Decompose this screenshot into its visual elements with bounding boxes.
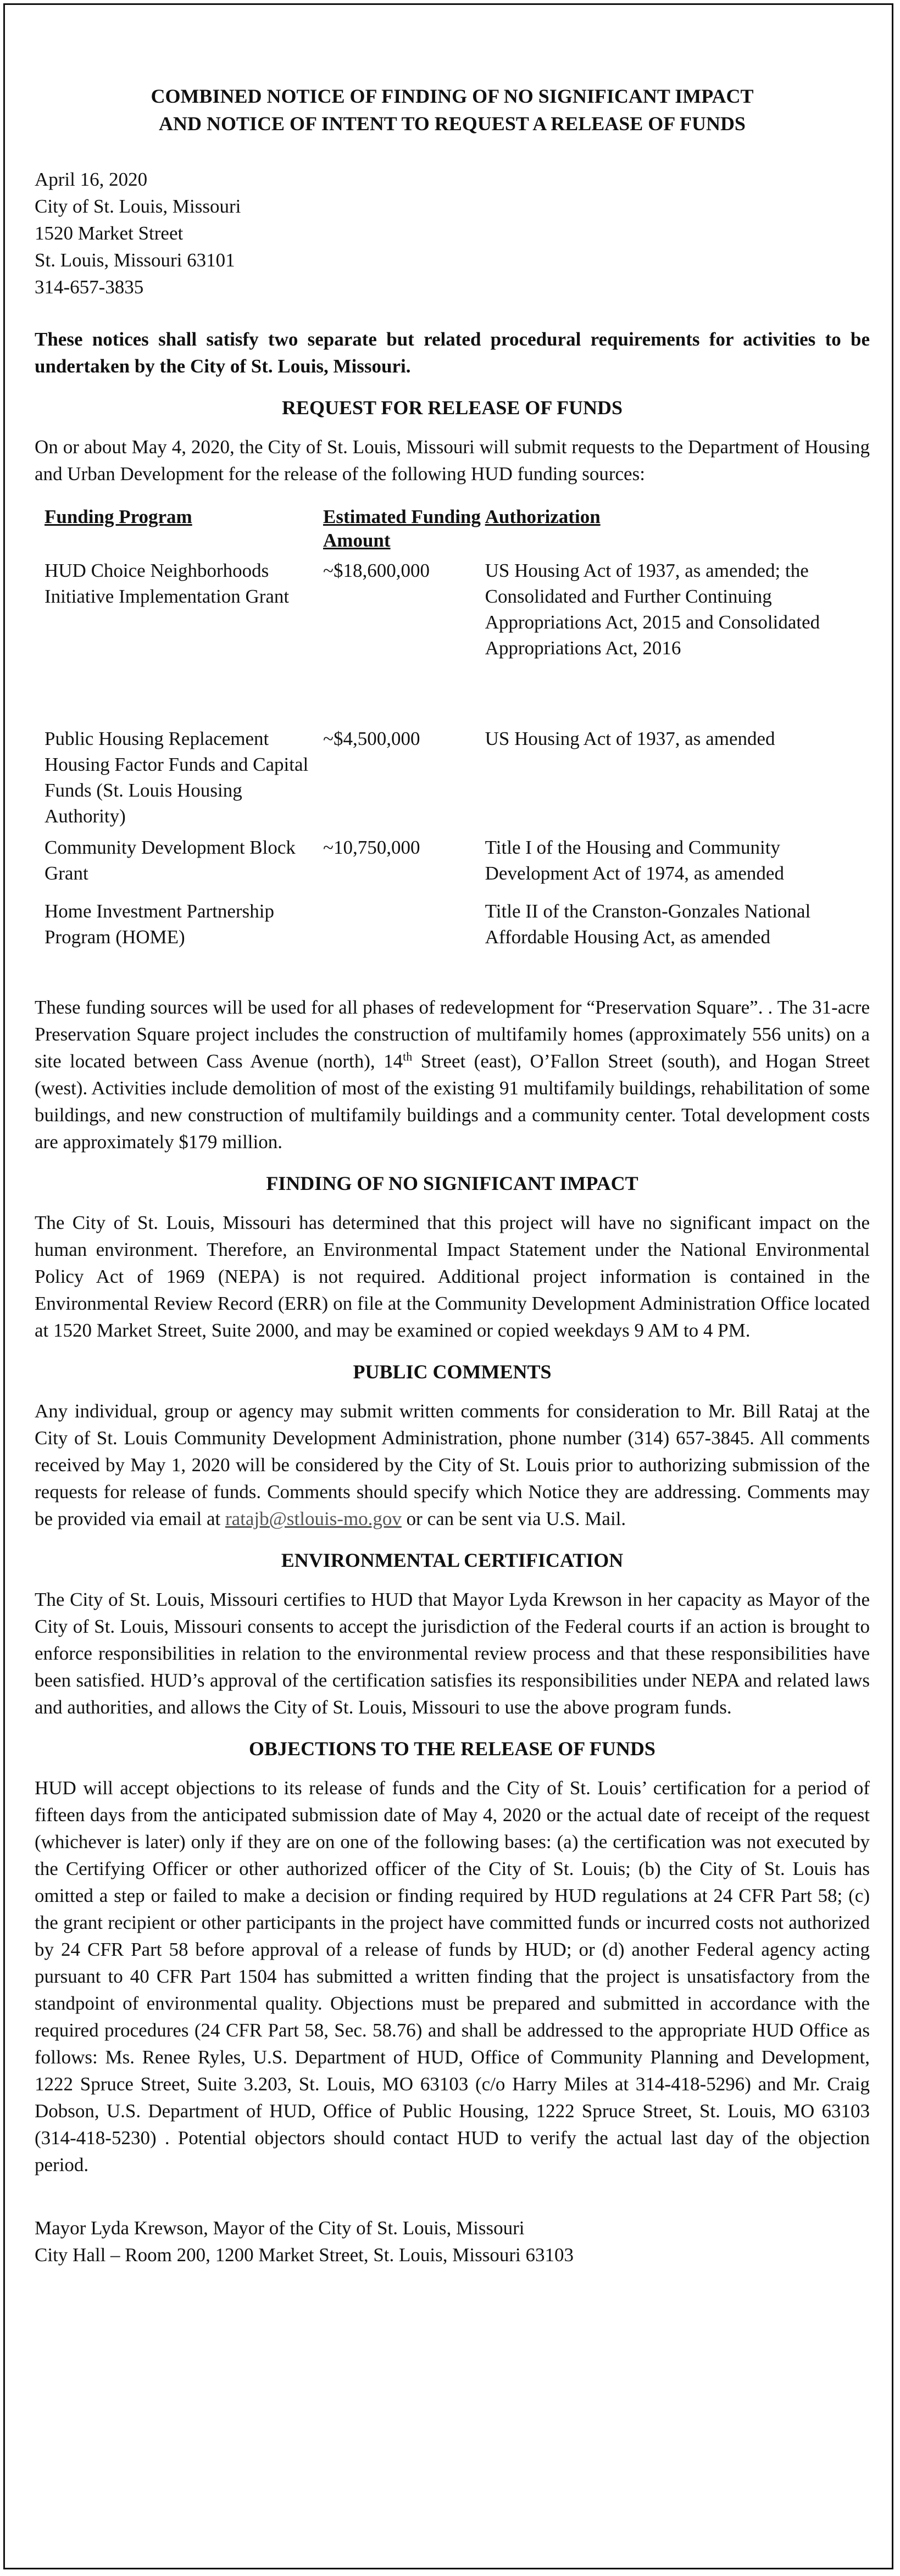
comments-text-part-1: Any individual, group or agency may submit written comments for consideration to Mr. Bill Rataj at the City of St. Louis Community Development Administration, phone number (314) 657-3845. All comments received by May 1, 2020 will be considered by the City of St. Louis prior to authorizing submission of the requests for release of funds. Comments should specify which Notice they are addressing. Comments may be provided via email at — [35, 1400, 870, 1529]
authorization-cell: US Housing Act of 1937, as amended; the Consolidated and Further Continuing Appropriations Act, 2015 and Consolidated Appropriations Act, 2016 — [485, 560, 820, 659]
email-link[interactable]: ratajb@stlouis-mo.gov — [225, 1508, 402, 1529]
funding-table — [45, 505, 869, 950]
signature-block — [35, 2215, 870, 2268]
address-citystatezip: St. Louis, Missouri 63101 — [35, 249, 235, 271]
signature-line-1: Mayor Lyda Krewson, Mayor of the City of St. Louis, Missouri — [35, 2217, 525, 2239]
procedural-notice: These notices shall satisfy two separate but related procedural requirements for activities to be undertaken by the City of St. Louis, Missouri. — [35, 329, 870, 377]
funding-program-cell: HUD Choice Neighborhoods Initiative Implementation Grant — [45, 560, 290, 607]
col-funding-program: Funding Program — [45, 506, 192, 527]
certification-body: The City of St. Louis, Missouri certifies to HUD that Mayor Lyda Krewson in her capacity as Mayor of the City of St. Louis, Missouri consents to accept the jurisdiction of the Federal courts if an action is brought to enforce responsibilities in relation to the environmental review process and that these responsibilities have been satisfied. HUD’s approval of the certification satisfies its responsibilities under NEPA and related laws and authorities, and allows the City of St. Louis, Missouri to use the above program funds. — [35, 1589, 870, 1718]
authorization-cell: US Housing Act of 1937, as amended — [485, 728, 775, 749]
table-row — [45, 726, 869, 834]
request-intro: On or about May 4, 2020, the City of St. Louis, Missouri will submit requests to the Department of Housing and Urban Development for the release of the following HUD funding sources: — [35, 436, 870, 485]
notice-document — [35, 71, 870, 2268]
table-row — [45, 558, 869, 726]
notice-date: April 16, 2020 — [35, 169, 148, 190]
funding-program-cell: Public Housing Replacement Housing Factor Funds and Capital Funds (St. Louis Housing Authority) — [45, 728, 309, 827]
funding-amount-cell: ~$4,500,000 — [323, 728, 420, 749]
heading-fonsi: FINDING OF NO SIGNIFICANT IMPACT — [266, 1172, 638, 1194]
title-line-2: AND NOTICE OF INTENT TO REQUEST A RELEASE OF FUNDS — [159, 113, 746, 135]
table-row — [45, 834, 869, 898]
address-block — [35, 166, 870, 301]
heading-public-comments: PUBLIC COMMENTS — [353, 1361, 552, 1383]
funding-amount-cell: ~10,750,000 — [323, 837, 420, 858]
project-description-part-2: Street (east), O’Fallon Street (south), and Hogan Street (west). Activities include demolition of most of the existing 91 multifamily buildings, rehabilitation of some buildings, and new construction of multifamily buildings and a community center. Total development costs are approximately $179 million. — [35, 1050, 870, 1153]
heading-request-release: REQUEST FOR RELEASE OF FUNDS — [281, 397, 623, 419]
funding-program-cell: Home Investment Partnership Program (HOME) — [45, 900, 274, 948]
funding-program-cell: Community Development Block Grant — [45, 837, 296, 884]
funding-amount-cell: ~$18,600,000 — [323, 560, 430, 581]
heading-objections: OBJECTIONS TO THE RELEASE OF FUNDS — [249, 1738, 655, 1760]
address-phone: 314-657-3835 — [35, 276, 144, 298]
ordinal-superscript: th — [403, 1049, 413, 1064]
fonsi-body: The City of St. Louis, Missouri has determined that this project will have no significant impact on the human environment. Therefore, an Environmental Impact Statement under the National Environmental Policy Act of 1969 (NEPA) is not required. Additional project information is contained in the Environmental Review Record (ERR) on file at the Community Development Administration Office located at 1520 Market Street, Suite 2000, and may be examined or copied weekdays 9 AM to 4 PM. — [35, 1212, 870, 1341]
funding-amount-cell — [323, 898, 485, 950]
comments-text-part-2: or can be sent via U.S. Mail. — [401, 1508, 626, 1529]
signature-line-2: City Hall – Room 200, 1200 Market Street, St. Louis, Missouri 63103 — [35, 2244, 574, 2266]
project-description — [35, 994, 870, 1155]
document-title — [35, 82, 870, 137]
authorization-cell: Title II of the Cranston-Gonzales National Affordable Housing Act, as amended — [485, 900, 811, 948]
funding-table-header — [45, 505, 869, 558]
authorization-cell: Title I of the Housing and Community Development Act of 1974, as amended — [485, 837, 784, 884]
project-description-part-1: These funding sources will be used for all phases of redevelopment for “Preservation Square”. . The 31-acre Preservation Square project includes the construction of multifamily homes (approximately 556 units) on a site located between Cass Avenue (north), 14 — [35, 997, 870, 1072]
address-city: City of St. Louis, Missouri — [35, 196, 241, 217]
public-comments-body — [35, 1398, 870, 1532]
col-estimated-amount: Estimated Funding Amount — [323, 506, 481, 551]
address-street: 1520 Market Street — [35, 222, 184, 244]
title-line-1: COMBINED NOTICE OF FINDING OF NO SIGNIFICANT IMPACT — [151, 85, 754, 107]
heading-environmental-certification: ENVIRONMENTAL CERTIFICATION — [281, 1549, 624, 1571]
col-authorization: Authorization — [485, 506, 601, 527]
table-row — [45, 898, 869, 950]
objections-body: HUD will accept objections to its release of funds and the City of St. Louis’ certification for a period of fifteen days from the anticipated submission date of May 4, 2020 or the actual date of receipt of the request (whichever is later) only if they are on one of the following bases: (a) the certification was not executed by the Certifying Officer or other authorized officer of the City of St. Louis; (b) the City of St. Louis has omitted a step or failed to make a decision or finding required by HUD regulations at 24 CFR Part 58; (c) the grant recipient or other participants in the project have committed funds or incurred costs not authorized by 24 CFR Part 58 before approval of a release of funds by HUD; or (d) another Federal agency acting pursuant to 40 CFR Part 1504 has submitted a written finding that the project is unsatisfactory from the standpoint of environmental quality. Objections must be prepared and submitted in accordance with the required procedures (24 CFR Part 58, Sec. 58.76) and shall be addressed to the appropriate HUD Office as follows: Ms. Renee Ryles, U.S. Department of HUD, Office of Community Planning and Development, 1222 Spruce Street, Suite 3.203, St. Louis, MO 63103 (c/o Harry Miles at 314-418-5296) and Mr. Craig Dobson, U.S. Department of HUD, Office of Public Housing, 1222 Spruce Street, St. Louis, MO 63103 (314-418-5230) . Potential objectors should contact HUD to verify the actual last day of the objection period. — [35, 1777, 870, 2176]
